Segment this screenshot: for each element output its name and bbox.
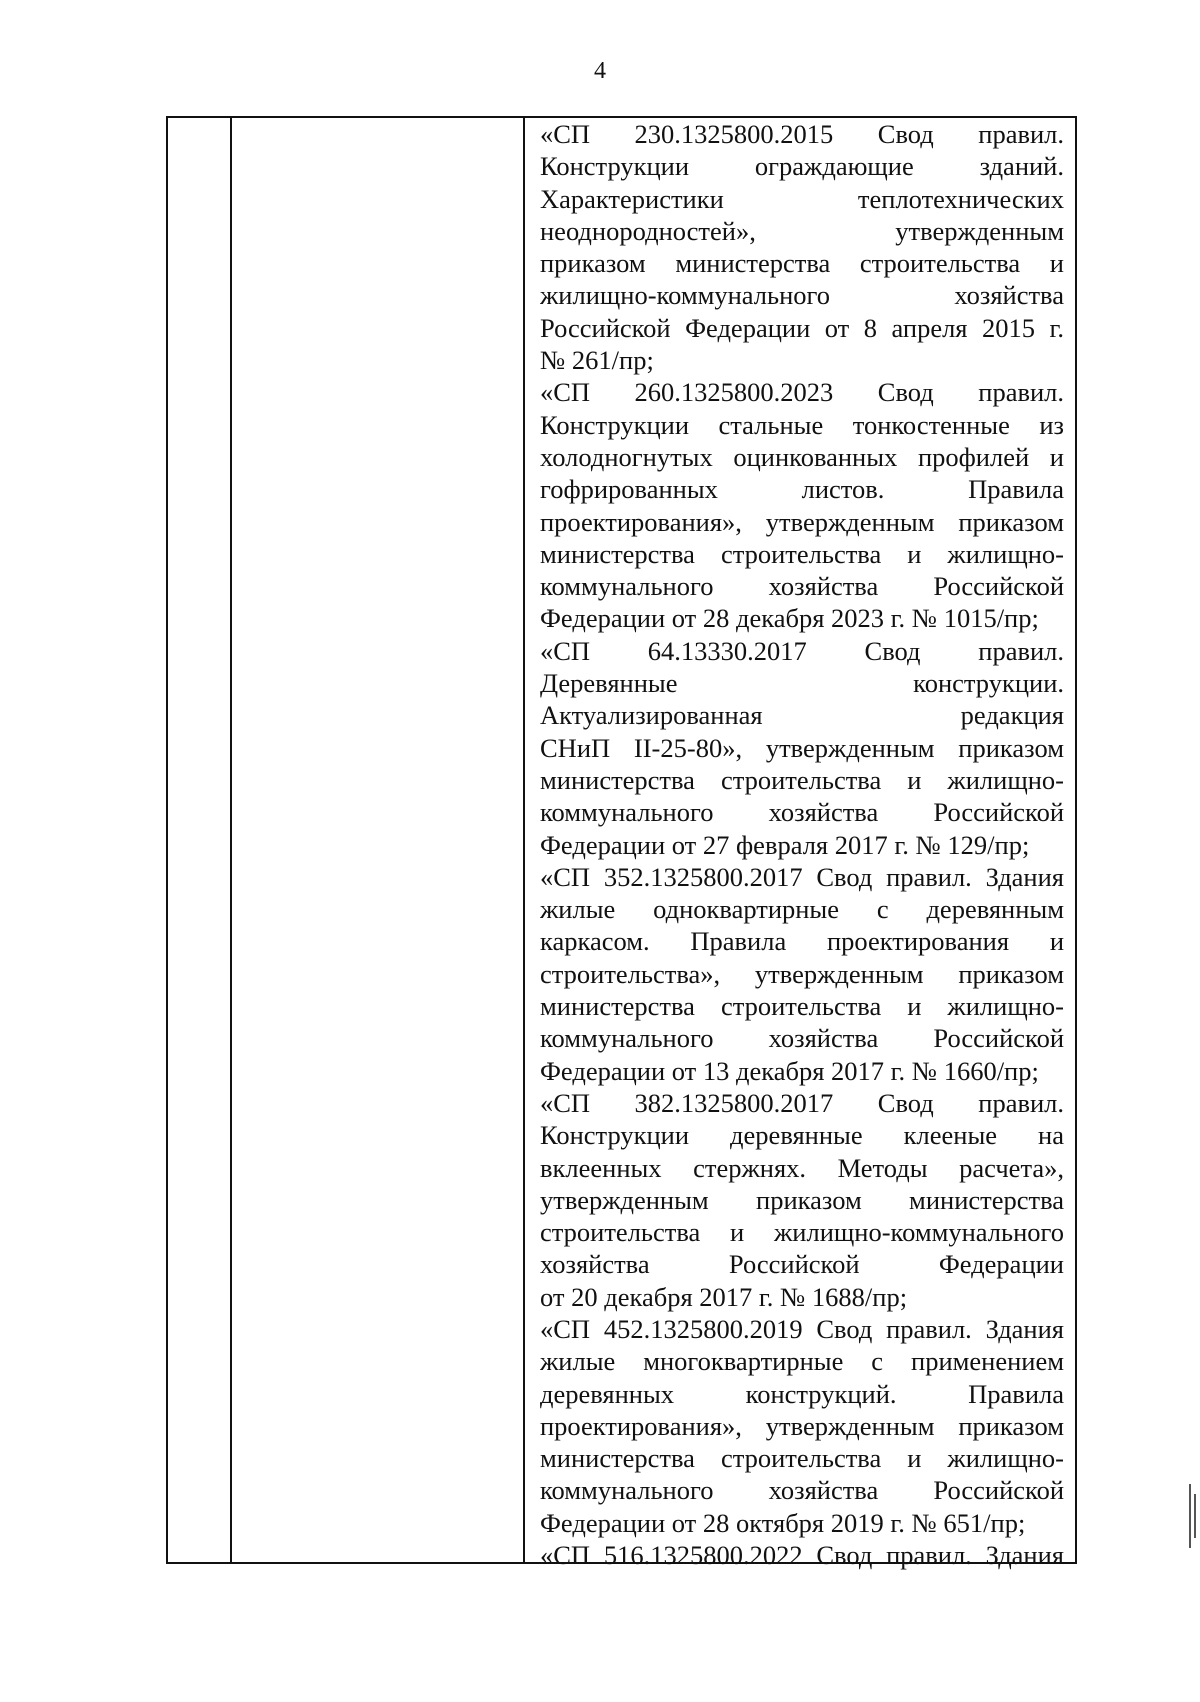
- scan-edge-mark: [1194, 1494, 1196, 1538]
- column-divider-2: [523, 118, 525, 1562]
- text-line: коммунального хозяйства Российской: [540, 1023, 1064, 1054]
- text-line: коммунального хозяйства Российской: [540, 1475, 1064, 1506]
- page-number: 4: [594, 58, 606, 84]
- text-line: приказом министерства строительства и: [540, 248, 1064, 279]
- text-line: вклеенных стержнях. Методы расчета»,: [540, 1152, 1064, 1183]
- text-line: жилые многоквартирные с применением: [540, 1346, 1064, 1377]
- text-line: «СП 516.1325800.2022 Свод правил. Здания: [540, 1540, 1064, 1571]
- text-line: «СП 452.1325800.2019 Свод правил. Здания: [540, 1313, 1064, 1344]
- text-line: утвержденным приказом министерства: [540, 1184, 1064, 1215]
- text-line: проектирования», утвержденным приказом: [540, 1410, 1064, 1441]
- text-line: неоднородностей», утвержденным: [540, 215, 1064, 246]
- text-line: коммунального хозяйства Российской: [540, 571, 1064, 602]
- text-line: строительства», утвержденным приказом: [540, 958, 1064, 989]
- text-line: министерства строительства и жилищно-: [540, 764, 1064, 795]
- text-line: Конструкции ограждающие зданий.: [540, 151, 1064, 182]
- text-line: «СП 382.1325800.2017 Свод правил.: [540, 1087, 1064, 1118]
- text-line: «СП 64.13330.2017 Свод правил.: [540, 635, 1064, 666]
- text-line: каркасом. Правила проектирования и: [540, 926, 1064, 957]
- text-line: министерства строительства и жилищно-: [540, 1443, 1064, 1474]
- text-line: жилые одноквартирные с деревянным: [540, 894, 1064, 925]
- text-line: Деревянные конструкции.: [540, 668, 1064, 699]
- text-line: Федерации от 13 декабря 2017 г. № 1660/пр;: [540, 1055, 1039, 1086]
- text-line: «СП 230.1325800.2015 Свод правил.: [540, 119, 1064, 149]
- text-line: от 20 декабря 2017 г. № 1688/пр;: [540, 1281, 908, 1312]
- scan-edge-mark: [1189, 1484, 1191, 1548]
- text-line: «СП 260.1325800.2023 Свод правил.: [540, 377, 1064, 408]
- text-line: Конструкции стальные тонкостенные из: [540, 409, 1064, 440]
- table-cell-text: [540, 118, 1064, 1571]
- text-line: строительства и жилищно-коммунального: [540, 1217, 1064, 1248]
- text-line: министерства строительства и жилищно-: [540, 538, 1064, 569]
- document-table: [166, 116, 1077, 1571]
- text-line: Федерации от 27 февраля 2017 г. № 129/пр;: [540, 829, 1030, 860]
- text-line: хозяйства Российской Федерации: [540, 1249, 1064, 1280]
- text-line: СНиП II-25-80», утвержденным приказом: [540, 732, 1064, 763]
- text-line: Федерации от 28 декабря 2023 г. № 1015/пр;: [540, 603, 1039, 634]
- text-line: Конструкции деревянные клееные на: [540, 1120, 1064, 1151]
- text-line: Характеристики теплотехнических: [540, 183, 1064, 214]
- text-line: холодногнутых оцинкованных профилей и: [540, 441, 1064, 472]
- text-line: Федерации от 28 октября 2019 г. № 651/пр;: [540, 1507, 1026, 1538]
- text-line: «СП 352.1325800.2017 Свод правил. Здания: [540, 861, 1064, 892]
- text-line: Российской Федерации от 8 апреля 2015 г.: [540, 312, 1064, 343]
- text-line: проектирования», утвержденным приказом: [540, 506, 1064, 537]
- text-line: гофрированных листов. Правила: [540, 474, 1064, 505]
- text-line: № 261/пр;: [540, 345, 654, 376]
- text-line: деревянных конструкций. Правила: [540, 1378, 1064, 1409]
- text-line: жилищно-коммунального хозяйства: [540, 280, 1064, 311]
- text-line: министерства строительства и жилищно-: [540, 991, 1064, 1022]
- text-line: коммунального хозяйства Российской: [540, 797, 1064, 828]
- text-line: Актуализированная редакция: [540, 700, 1064, 731]
- column-divider-1: [230, 118, 232, 1562]
